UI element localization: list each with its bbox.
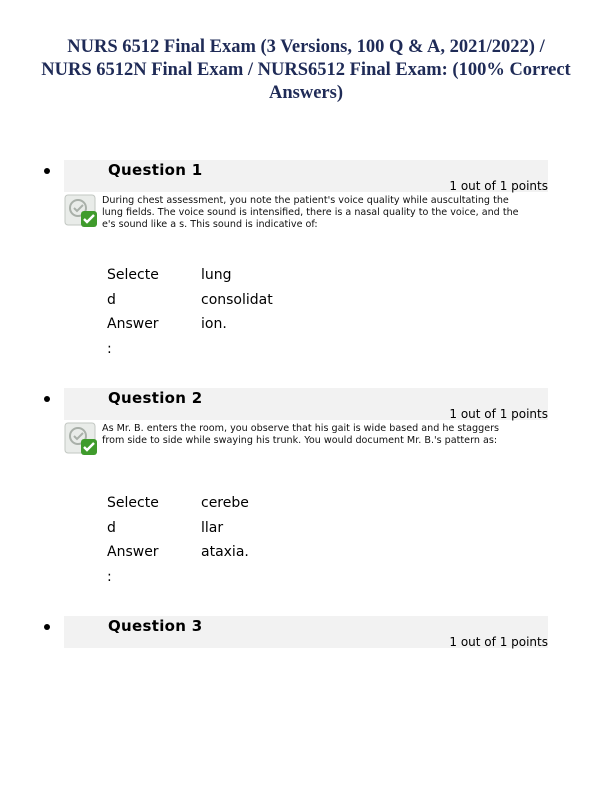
question-heading: Question 3 <box>108 617 203 635</box>
question-heading: Question 1 <box>108 161 203 179</box>
list-bullet <box>44 396 50 402</box>
document-title: NURS 6512 Final Exam (3 Versions, 100 Q & A, 2021/2022) / NURS 6512N Final Exam / NURS6512 Final Exam: (100% Correct Answers) <box>41 37 571 103</box>
question-text: As Mr. B. enters the room, you observe that his gait is wide based and he staggers from side to side while swaying his trunk. You would document Mr. B.'s pattern as: <box>102 423 500 446</box>
selected-answer-label: Selecte d Answer : <box>107 267 159 357</box>
correct-check-icon <box>64 422 98 456</box>
list-bullet <box>44 624 50 630</box>
selected-answer-value: lung consolidat ion. <box>201 267 273 332</box>
correct-check-icon <box>64 194 98 228</box>
question-points: 1 out of 1 points <box>449 407 548 421</box>
question-heading: Question 2 <box>108 389 203 407</box>
question-points: 1 out of 1 points <box>449 635 548 649</box>
question-text: During chest assessment, you note the patient's voice quality while auscultating the lung fields. The voice sound is intensified, there is a nasal quality to the voice, and the e's sound like a s. This sound is indicative of: <box>102 195 519 230</box>
question-points: 1 out of 1 points <box>449 179 548 193</box>
list-bullet <box>44 168 50 174</box>
selected-answer-value: cerebe llar ataxia. <box>201 495 249 560</box>
selected-answer-label: Selecte d Answer : <box>107 495 159 585</box>
